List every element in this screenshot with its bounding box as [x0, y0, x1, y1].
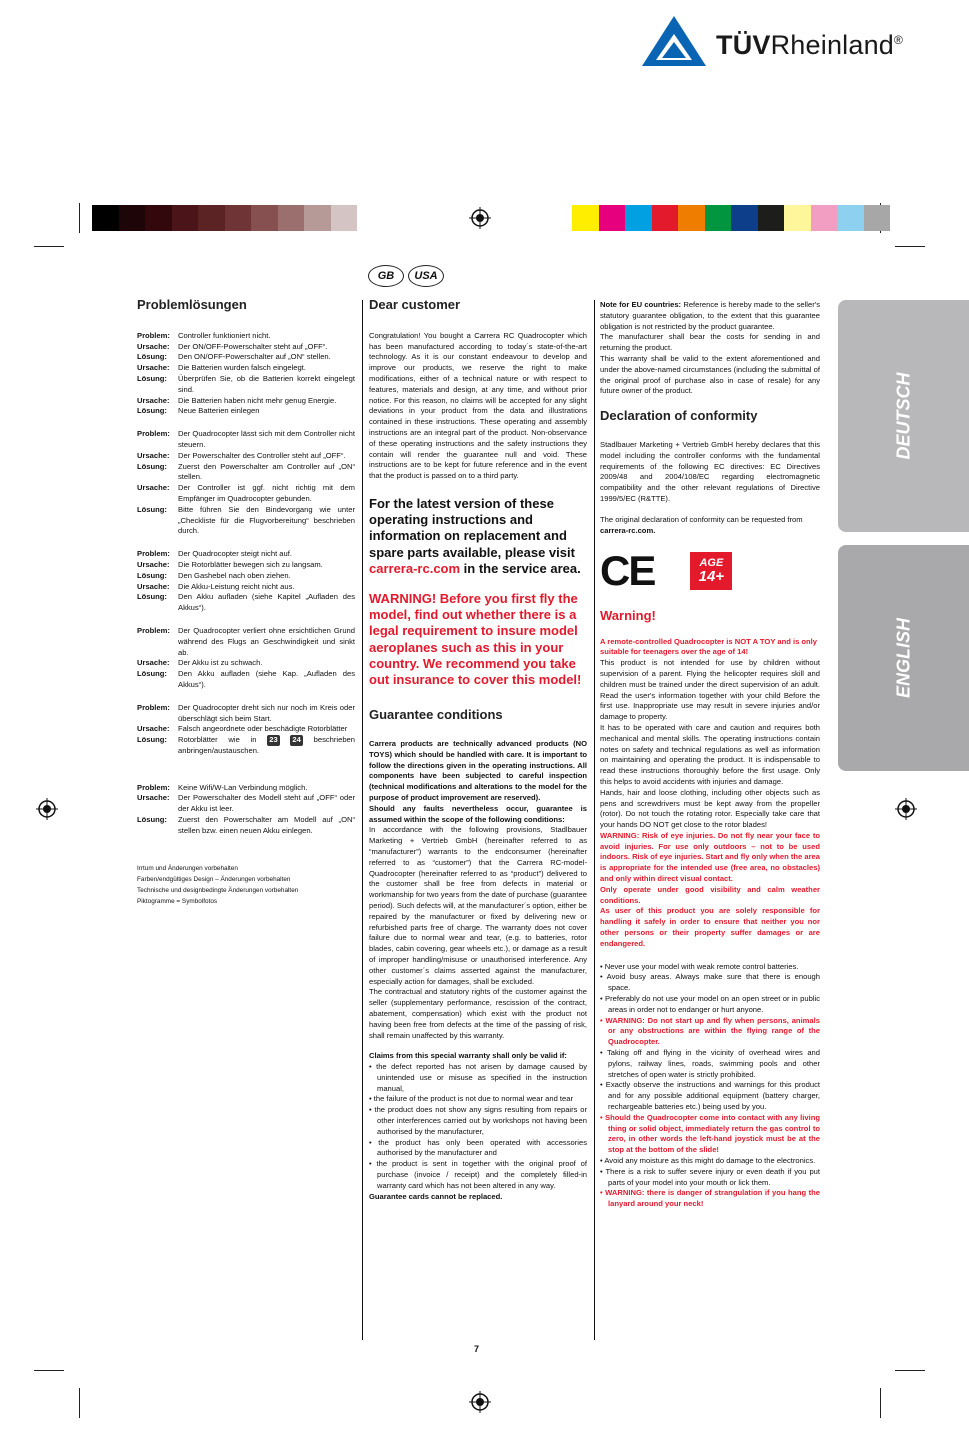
- color-swatch: [145, 205, 172, 231]
- color-swatch: [198, 205, 225, 231]
- list-item: • the product is sent in together with the original proof of purchase (invoice / receipt) and the completely filled-in warranty card which has not been altered in any way.: [369, 1159, 587, 1190]
- troubleshooting-title: Problemlösungen: [137, 297, 247, 312]
- troubleshooting-row: Problem: Der Quadrocopter lässt sich mit dem Controller nicht steuern.: [137, 429, 355, 449]
- color-swatch: [652, 205, 679, 231]
- language-badges: [368, 265, 448, 289]
- page-number: 7: [474, 1344, 480, 1354]
- troubleshooting-row: Ursache: Die Rotorblätter bewegen sich zu langsam.: [137, 559, 323, 569]
- tuv-rheinland-logo: [640, 14, 960, 68]
- troubleshooting-row: Problem: Der Quadrocopter steigt nicht auf.: [137, 549, 292, 559]
- warning-title: Warning!: [600, 608, 656, 624]
- color-swatch: [572, 205, 599, 231]
- tuv-triangle-icon: [640, 14, 708, 68]
- troubleshooting-row: Lösung: Überprüfen Sie, ob die Batterien korrekt eingelegt sind.: [137, 373, 355, 394]
- troubleshooting-row: Ursache: Die Batterien haben nicht mehr genug Energie.: [137, 395, 337, 405]
- english-column-left: [369, 297, 587, 1202]
- registration-mark-icon: [469, 1391, 491, 1413]
- list-item: • Preferably do not use your model on an open street or in public areas in order not to endanger or hurt anyone.: [600, 994, 820, 1014]
- figure-ref: 24: [292, 735, 301, 745]
- crop-mark: [895, 246, 925, 247]
- troubleshooting-row: Lösung: Neue Batterien einlegen: [137, 406, 260, 416]
- ce-mark-icon: CE: [600, 547, 655, 595]
- troubleshooting-row: Lösung: Zuerst den Powerschalter am Controller auf „ON“ stellen.: [137, 461, 355, 482]
- dear-customer-title: Dear customer: [369, 297, 461, 312]
- english-column-right: [600, 300, 820, 1210]
- crop-mark: [34, 246, 64, 247]
- troubleshooting-row: Problem: Keine Wifi/W-Lan Verbindung möglich.: [137, 782, 308, 792]
- troubleshooting-row: Problem: Controller funktioniert nicht.: [137, 330, 271, 340]
- statutory-text: The contractual and statutory rights of the customer against the seller (supplementary performance, rescission of the contract, abatement, compensation) which exist with the product not having been free from defects at the time of the passing of risk, shall remain unaffected by this warranty.: [369, 987, 587, 1040]
- color-swatch: [758, 205, 785, 231]
- conformity-text: Stadlbauer Marketing + Vertrieb GmbH hereby declares that this model including the controller conforms with the fundamental requirements of the following EC directives: EC Directives 2009/48 and 2004/108/EC regarding electromagnetic compatibility and the other relevant regulations of Directive 1999/5/EC (R&TTE).: [600, 439, 820, 503]
- troubleshooting-row: Ursache: Der Powerschalter des Controller steht auf „OFF“.: [137, 450, 346, 460]
- list-item: • Never use your model with weak remote control batteries.: [600, 961, 799, 971]
- claims-list: [369, 1062, 587, 1192]
- registration-mark-icon: [895, 798, 917, 820]
- list-item: • Taking off and flying in the vicinity of overhead wires and pylons, railway lines, roads, swimming pools and other stretches of open water is strictly prohibited.: [600, 1048, 820, 1079]
- color-swatch: [731, 205, 758, 231]
- color-swatch: [678, 205, 705, 231]
- color-swatch: [278, 205, 305, 231]
- safety-list: [600, 962, 820, 1210]
- warning-red-2: WARNING: Risk of eye injuries. Do not fly near your face to avoid injuries. For use only outdoors – not to be used indoors. Risk of eye injuries. Start and fly only when the area is appropriate for the intended use (free area, no obstacles) and only within direct visual contact.: [600, 830, 820, 884]
- warning-text-1: This product is not intended for use by children without supervision of a parent. Flying the helicopter requires skill and children must be trained under the direct supervision of an adult. Read the user's information together with your child Before the first use. Inappropriate use may result in severe injuries and/or damage to property.: [600, 658, 820, 722]
- color-swatch: [837, 205, 864, 231]
- crop-mark: [34, 1370, 64, 1371]
- troubleshooting-column: [137, 297, 355, 907]
- list-item: • Avoid any moisture as this might do damage to the electronics.: [600, 1156, 816, 1165]
- warning-text-3: Hands, hair and loose clothing, including other objects such as pens and screwdrivers must be kept away from the propeller (rotor). Do not touch the rotating rotor. Especially take care that your hands DO NOT get close to the rotor blades!: [600, 787, 820, 830]
- latest-version-note: For the latest version of these operating instructions and information on replacement and spare parts available, please visit carrera-rc.com in the service area.: [369, 495, 581, 576]
- guarantee-text: In accordance with the following provisions, Stadlbauer Marketing + Vertrieb GmbH (hereinafter referred to as “manufacturer”) warrants to the endconsumer (hereinafter referred to as “customer”) that the Carrera RC-model-Quadrocopter (hereinafter referred to as “product”) delivered to the customer shall be free from defects in material or workmanship for two years from the date of purchase (guarantee period). Such defects will, at the manufacturer´s option, either be repaired by the manufacturer or fixed by delivering new or refurbished parts free of charge. The warranty does not cover failure due to normal wear and tear, (e.g. to batteries, rotor blades, cabin covering, gear wheels etc.), or damage as a result of improper handling/misuse or unauthorised interference. Any other customer´s claims asserted against the manufacturer, especially action for damages, shall be excluded.: [369, 825, 587, 986]
- eu-note: Note for EU countries: Reference is hereby made to the seller's statutory guarantee obligation, to the extent that this guarantee obligation is not restricted by the product guarantee.: [600, 300, 820, 331]
- registration-mark-icon: [36, 798, 58, 820]
- gray-scale-bar: [92, 205, 384, 231]
- list-item: • Exactly observe the instructions and warnings for this product and for any possible additional equipment (battery charger, rechargeable batteries etc.) being used by you.: [600, 1080, 820, 1112]
- list-item: • Avoid busy areas. Always make sure that there is enough space.: [600, 972, 820, 993]
- conformity-request: The original declaration of conformity can be requested from carrera-rc.com.: [600, 514, 803, 535]
- age-14-badge: AGE 14+: [690, 552, 732, 590]
- crop-mark: [79, 1388, 80, 1418]
- troubleshooting-list: [137, 331, 355, 735]
- registration-mark-icon: [469, 207, 491, 229]
- troubleshooting-row: Lösung: Den ON/OFF-Powerschalter auf „ON“ stellen.: [137, 352, 331, 362]
- column-divider: [362, 300, 363, 1340]
- troubleshooting-row: Lösung: Zuerst den Powerschalter am Modell auf „ON“ stellen bzw. einen neuen Akku einlegen.: [137, 815, 355, 835]
- cards-note: Guarantee cards cannot be replaced.: [369, 1191, 503, 1201]
- conformity-title: Declaration of conformity: [600, 408, 758, 424]
- intro-text: Congratulation! You bought a Carrera RC Quadrocopter which has been manufactured according to today´s state-of-the-art technology. As it is our constant endeavour to develop and improve our products, we reserve the right to make modifications, either of a technical nature or with respect to features, materials and design, at any time, and without prior notice. For this reason, no claims will be accepted for any slight deviations in your product from the data and illustrations contained in these instructions. These operating and assembly instructions are an integral part of the product. Non-observance of these operating instructions and the safety instructions they contain will render the guarantee null and void. These instructions are to be kept for future reference and in the event that the product is passed on to a third party.: [369, 330, 587, 481]
- certification-marks: [600, 547, 820, 595]
- color-swatch: [705, 205, 732, 231]
- troubleshooting-row: Lösung: Den Gashebel nach oben ziehen.: [137, 570, 291, 580]
- list-item: • Should the Quadrocopter come into contact with any living thing or solid object, immediately return the gas control to zero, in other words the left-hand joystick must be at the stop at the bottom of the slide!: [600, 1112, 820, 1155]
- color-swatch: [625, 205, 652, 231]
- color-swatch: [172, 205, 199, 231]
- troubleshooting-row: Ursache: Die Akku-Leistung reicht nicht aus.: [137, 581, 295, 591]
- warning-red-1: A remote-controlled Quadrocopter is NOT A TOY and is only suitable for teenagers over the age of 14!: [600, 636, 818, 657]
- figure-ref: 23: [269, 735, 278, 745]
- color-swatch: [811, 205, 838, 231]
- troubleshooting-list: [137, 783, 355, 837]
- list-item: • WARNING: there is danger of strangulation if you hang the lanyard around your neck!: [600, 1188, 820, 1209]
- service-link[interactable]: carrera-rc.com: [369, 560, 461, 576]
- list-item: • the failure of the product is not due to normal wear and tear: [369, 1094, 574, 1104]
- list-item: • There is a risk to suffer severe injury or even death if you put parts of your model into your mouth or lick them.: [600, 1166, 820, 1187]
- badge-gb: GB: [368, 265, 404, 287]
- troubleshooting-row: Ursache: Der Akku ist zu schwach.: [137, 658, 263, 668]
- warning-red-3: Only operate under good visibility and calm weather conditions.: [600, 884, 820, 905]
- troubleshooting-row: Ursache: Der Powerschalter des Modell steht auf „OFF“ oder der Akku ist leer.: [137, 793, 355, 814]
- troubleshooting-row: Problem: Der Quadrocopter verliert ohne ersichtlichen Grund während des Flugs an Geschwindigkeit und sinkt ab.: [137, 625, 355, 657]
- badge-usa: USA: [408, 265, 444, 287]
- list-item: • WARNING: Do not start up and fly when persons, animals or any obstructions are within the flying range of the Quadrocopter.: [600, 1015, 820, 1047]
- color-swatch: [225, 205, 252, 231]
- crop-mark: [79, 203, 80, 233]
- tab-deutsch[interactable]: DEUTSCH: [838, 300, 969, 532]
- crop-mark: [895, 1370, 925, 1371]
- tab-english[interactable]: ENGLISH: [838, 545, 969, 771]
- troubleshooting-row: Ursache: Die Batterien wurden falsch eingelegt.: [137, 363, 306, 373]
- color-control-bar: [572, 205, 890, 231]
- guarantee-title: Guarantee conditions: [369, 707, 503, 723]
- color-swatch: [92, 205, 119, 231]
- troubleshooting-row: Lösung: Den Akku aufladen (siehe Kapitel „Aufladen des Akkus“).: [137, 592, 355, 613]
- list-item: • the product has only been operated with accessories authorised by the manufacturer and: [369, 1137, 587, 1158]
- troubleshooting-row: Lösung: Bitte führen Sie den Bindevorgang wie unter „Checkliste für die Flugvorbereitung“ beschrieben durch.: [137, 504, 355, 536]
- color-swatch: [864, 205, 891, 231]
- tuv-logo-text: TÜVRheinland®: [716, 30, 904, 60]
- troubleshooting-row: Ursache: Der Controller ist ggf. nicht richtig mit dem Empfänger im Quadrocopter gebunden.: [137, 483, 355, 503]
- troubleshooting-row: Lösung: Den Akku aufladen (siehe Kap. „Aufladen des Akkus“).: [137, 669, 355, 689]
- color-swatch: [304, 205, 331, 231]
- list-item: • the defect reported has not arisen by damage caused by unintended use or misuse as specified in the instruction manual,: [369, 1062, 587, 1093]
- troubleshooting-row: Ursache: Falsch angeordnete oder beschädigte Rotorblätter: [137, 724, 348, 734]
- footnotes: Irrtum und Änderungen vorbehalten Farben/endgültiges Design – Änderungen vorbehalten Technische und designbedingte Änderungen vorbehalten Piktogramme = Symbolfotos: [137, 864, 299, 905]
- color-swatch: [251, 205, 278, 231]
- color-swatch: [599, 205, 626, 231]
- column-divider: [594, 300, 595, 1340]
- color-swatch: [784, 205, 811, 231]
- valid-text: This warranty shall be valid to the extent aforementioned and under the above-named circumstances (including the submittal of the original proof of purchase also in case of resale) for any future owner of the product.: [600, 353, 820, 396]
- warning-red-4: As user of this product you are solely responsible for handling it safely in order to ensure that neither you nor other persons or their property suffer damages or are endangered.: [600, 906, 820, 948]
- color-swatch: [357, 205, 384, 231]
- troubleshooting-row: Lösung: Rotorblätter wie in 23 24 beschrieben anbringen/austauschen.: [137, 735, 355, 755]
- costs-text: The manufacturer shall bear the costs for sending in and returning the product.: [600, 332, 820, 353]
- troubleshooting-row: Problem: Der Quadrocopter dreht sich nur noch im Kreis oder überschlägt sich beim Start.: [137, 702, 355, 723]
- crop-mark: [880, 1388, 881, 1418]
- guarantee-intro-2: Should any faults nevertheless occur, guarantee is assumed within the scope of the following conditions:: [369, 803, 587, 824]
- color-swatch: [331, 205, 358, 231]
- warning-text-2: It has to be operated with care and caution and requires both mechanical and mental skills. The operating instructions contain notes on safety and technical regulations as well as information on maintaining and operating the product. It is indispensable to read these instructions thoroughly before the first usage. Only this helps to avoid accidents with injuries and damage.: [600, 722, 820, 786]
- troubleshooting-row: Ursache: Der ON/OFF-Powerschalter steht auf „OFF“.: [137, 341, 328, 351]
- claims-title: Claims from this special warranty shall only be valid if:: [369, 1051, 567, 1061]
- list-item: • the product does not show any signs resulting from repairs or other interferences carried out by workshops not having been authorised by the manufacturer,: [369, 1105, 587, 1136]
- insurance-warning: WARNING! Before you first fly the model, find out whether there is a legal requirement to insure model aeroplanes such as this in your country. We recommend you take out insurance to cover this model!: [369, 590, 582, 687]
- color-swatch: [119, 205, 146, 231]
- guarantee-intro: Carrera products are technically advanced products (NO TOYS) which should be handled with care. It is important to follow the directions given in the operating instructions. All components have been subjected to careful inspection (technical modifications and alterations to the model for the purpose of product improvement are reserved).: [369, 738, 587, 802]
